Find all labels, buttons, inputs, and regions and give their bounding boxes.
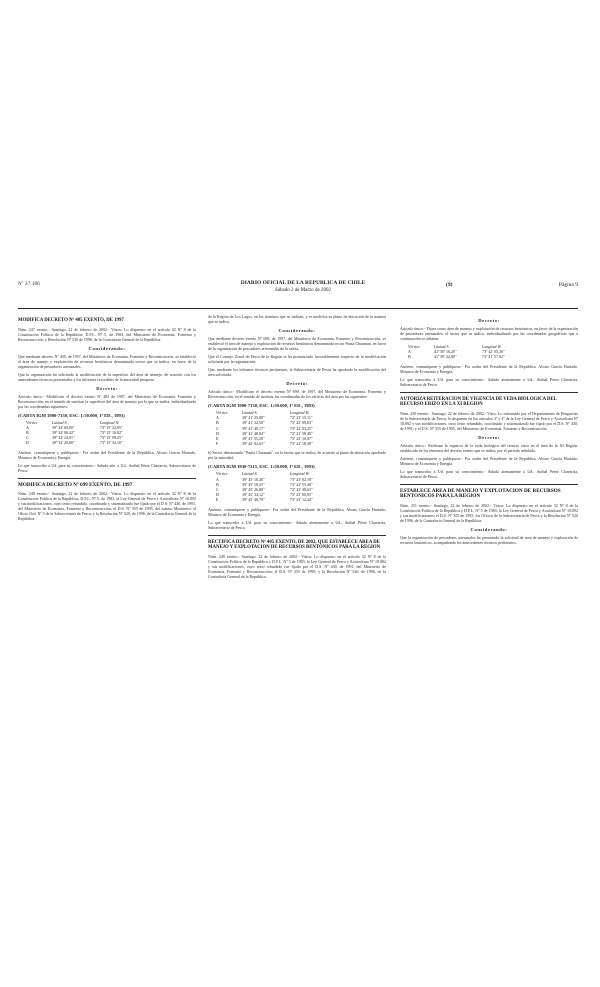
header-cell: Vértice xyxy=(26,419,38,425)
table-cell: 73º 22' 18,30" xyxy=(290,441,313,447)
table-cell: 39º 45' 10,40" xyxy=(242,476,265,482)
header-cell: Longitud W. xyxy=(100,419,120,425)
table-cell: B xyxy=(408,354,411,360)
table-cell: C xyxy=(216,425,219,431)
paragraph: Núm. 247 exento.- Santiago, 22 de febrero de 2002.- Vistos: Lo dispuesto en el artículo 32 Nº 8 de la Constitución Política de la República; D.F.L. Nº 5, de 1983, del Ministerio de Economía, Fomento y Reconstrucción; y Resolución Nº 520 de 1996, de la Contraloría General de la República. xyxy=(18,326,196,342)
paragraph: Artículo único.- Modifícase el decreto exento Nº 699, de 1997, del Ministerio de Economía, Fomento y Reconstrucción, en el sentido de sustituir las coordenadas de los vértices del área por las siguientes: xyxy=(208,389,386,399)
table-cell: A xyxy=(408,349,411,355)
table-cell: B xyxy=(26,430,29,435)
paragraph: Que el Consejo Zonal de Pesca de la Región se ha pronunciado favorablemente respecto de la modificación solicitada por la organización. xyxy=(208,354,386,364)
paragraph: Lo que transcribo a Ud. para su conocimiento.- Saluda atentamente a Ud., Aníbal Pérez Chavarría, Subsecretario de Pesca. xyxy=(400,468,578,479)
table-cell: 41º 50' 22,80" xyxy=(434,354,457,360)
table-cell: 73º 42' 05,30" xyxy=(482,349,505,355)
column-left xyxy=(18,314,196,734)
table-cell: 73º 22' 55,40" xyxy=(290,481,313,487)
paragraph: Que la organización ha solicitado la modificación de la superficie del área de manejo, de acuerdo con los antecedentes técnicos presentados y los informes favorables de la autoridad pesquera. xyxy=(18,371,196,382)
decree-title: AUTORIZA REITERACION DE VIGENCIA DE VEDA BIOLOGICA DEL RECURSO ERIZO EN LA XI REGION xyxy=(400,396,557,408)
paragraph: Artículo único.- Fíjase como área de manejo y explotación de recursos bentónicos, en favor de la organización de pescadores artesanales, el sector que se indica, individualizado por las coordenadas geográficas que a continuación se señalan: xyxy=(400,326,578,341)
table-cell: 39º 41' 55,20" xyxy=(242,436,265,442)
decree-title: RECTIFICA DECRETO Nº 405 EXENTO, DE 2002, QUE ESTABLECE AREA DE MANEJO Y EXPLOTACION DE RECURSOS BENTONICOS PARA LA REGION xyxy=(208,539,381,551)
table-cell: 73º 23' 00,95" xyxy=(290,492,313,498)
paragraph: Artículo único.- Modifícase el decreto exento Nº 405 de 1997, del Ministerio de Economía, Fomento y Reconstrucción, en el sentido de sustituir la superficie del área de manejo por la que se indica, individualizada por las coordenadas siguientes: xyxy=(18,393,196,409)
table-cell: B xyxy=(216,481,219,487)
table-cell: E xyxy=(216,436,219,442)
table-cell: 73º 21' 58,40" xyxy=(290,430,313,436)
page-header xyxy=(18,278,578,309)
table-row xyxy=(26,440,196,445)
table-cell: 73º 22' 48,63" xyxy=(290,487,313,493)
table-cell: 73º 41' 57,02" xyxy=(482,354,505,360)
table-cell: B xyxy=(216,420,219,426)
table-cell: 39º 45' 18,25" xyxy=(242,481,265,487)
table-cell: C xyxy=(216,487,219,493)
paragraph: b) Sector denominado "Punta Chauman", en la forma que se indica, de acuerdo al plano de ubicación aprobado por la autoridad. xyxy=(208,450,386,461)
table-row xyxy=(216,441,386,446)
table-cell: 39º 42' 02,61" xyxy=(242,441,265,447)
table-cell: 39º 34' 08,42" xyxy=(52,430,75,435)
header-cell: Vértice xyxy=(216,410,228,415)
decree-title: MODIFICA DECRETO Nº 699 EXENTO, DE 1997 xyxy=(18,481,133,488)
table-cell: 39º 45' 26,80" xyxy=(242,487,265,493)
table-cell: 73º 23' 12,44" xyxy=(290,497,313,503)
divider xyxy=(208,535,386,536)
paragraph: Que mediante decreto exento Nº 699, de 1997, del Ministerio de Economía, Fomento y Reconstrucción, se estableció el área de manejo y explotación de recursos bentónicos denominada sector Punta Chauman, en favor de la organización de pescadores artesanales de la caleta. xyxy=(208,336,386,351)
gazette-page xyxy=(18,278,578,733)
paragraph: Anótese, comuníquese y publíquese.- Por orden del Presidente de la República, Alvaro García Hurtado, Ministro de Economía y Energía. xyxy=(208,506,386,517)
table-cell: 73º 22' 10,07" xyxy=(290,436,313,442)
table-cell: 73º 23' 02,18" xyxy=(290,476,313,482)
coordinates-table xyxy=(216,471,386,502)
table-cell: D xyxy=(216,430,219,436)
text-columns xyxy=(18,314,578,734)
paragraph: Núm. 249 exento.- Santiago, 22 de febrero de 2002.- Vistos: Lo dispuesto en el artículo 32 Nº 8 de la Constitución Política de la República y D.F.L. Nº 5 de 1983; la Ley General de Pesca y Acuicultura Nº 18.892 y sus modificaciones, cuyo texto refundido fue fijado por el D.S. Nº 430, de 1991, del Ministerio de Economía, Fomento y Reconstrucción; el D.S. Nº 355 de 1995; y la Resolución Nº 520, de 1996, de la Contraloría General de la República. xyxy=(208,553,386,579)
table-cell: E xyxy=(216,497,219,503)
paragraph: Núm. 251 exento.- Santiago, 22 de febrero de 2002.- Vistos: Lo dispuesto en el artículo 32 Nº 8 de la Constitución Política de la República y D.F.L. Nº 5 de 1983; la Ley General de Pesca y Acuicultura Nº 18.892 y sus modificaciones; el D.S. Nº 355 de 1995; los Oficios de la Subsecretaría de Pesca y la Resolución Nº 520 de 1996, de la Contraloría General de la República. xyxy=(400,502,578,523)
paragraph: Lo que transcribo a Ud. para su conocimiento.- Saluda atte. a Ud., Aníbal Pérez Chavarría, Subsecretario de Pesca. xyxy=(18,462,196,473)
header-cell: Latitud S. xyxy=(242,410,258,415)
header-cell: Longitud W. xyxy=(290,410,310,415)
section-heading: Decreto: xyxy=(478,434,500,440)
paragraph: Núm. 248 exento.- Santiago, 22 de febrero de 2002.- Vistos: Lo dispuesto en el artículo 32 Nº 8 de la Constitución Política de la República; D.F.L. Nº 5, de 1983, la Ley General de Pesca y Acuicultura Nº 18.892 y sus modificaciones, cuyo texto refundido, coordinado y sistematizado fue fijado por el D.S. Nº 430, de 1991, del Ministerio de Economía, Fomento y Reconstrucción; el D.S. Nº 355 de 1995, del mismo Ministerio; el Oficio Ord. Nº 3 de la Subsecretaría de Pesca; y la Resolución Nº 520, de 1996, de la Contraloría General de la República. xyxy=(18,491,196,522)
header-cell: Latitud S. xyxy=(434,344,450,349)
section-heading: Considerando: xyxy=(470,526,508,532)
paragraph: Que, mediante los informes técnicos pertinentes, la Subsecretaría de Pesca ha aprobado la modificación del área solicitada. xyxy=(208,367,386,377)
coordinates-table xyxy=(408,344,578,360)
paragraph: Que la organización de pescadores artesanales ha presentado la solicitud de área de manejo y explotación de recursos bentónicos, acompañando los antecedentes técnicos pertinentes. xyxy=(400,534,578,545)
section-heading: Considerando: xyxy=(278,328,316,333)
table-row xyxy=(216,497,386,502)
table-cell: 39º 41' 48,84" xyxy=(242,430,265,436)
table-cell: A xyxy=(216,415,219,421)
table-cell: 73º 15' 09,25" xyxy=(100,435,123,441)
header-cell: Longitud W. xyxy=(290,471,310,477)
paragraph: Artículo único.- Reitérase la vigencia de la veda biológica del recurso erizo en el área de la XI Región, establecida en los términos del decreto exento que se indica, por el período señalado. xyxy=(400,442,578,453)
section-heading: Considerando: xyxy=(88,345,126,351)
issue-number: Nº 37.186 xyxy=(18,282,40,287)
table-cell: 39º 34' 00,00" xyxy=(52,424,75,430)
map-reference: (CARTA IGM 3900-7130, ESC. 1:50.000, 1ª ED., 1993) xyxy=(208,403,315,408)
gazette-title: DIARIO OFICIAL DE LA REPUBLICA DE CHILE xyxy=(240,280,366,286)
page-code: (9) xyxy=(446,282,453,288)
paragraph: Que mediante decreto Nº 405, de 1997, del Ministerio de Economía, Fomento y Reconstrucción, se estableció el área de manejo y explotación de recursos bentónicos denominada sector que se indica, en favor de la organización de pescadores artesanales. xyxy=(18,353,196,369)
paragraph: Anótese, comuníquese y publíquese.- Por orden del Presidente de la República, Alvaro García Hurtado, Ministro de Economía y Energía. xyxy=(400,455,578,466)
table-cell: 73º 22' 03,25" xyxy=(290,425,313,431)
paragraph: Anótese, comuníquese y publíquese.- Por orden del Presidente de la República, Alvaro García Hurtado, Ministro de Economía y Energía. xyxy=(400,363,578,374)
table-cell: F xyxy=(216,441,219,447)
table-cell: 39º 34' 24,91" xyxy=(52,435,75,441)
table-cell: 39º 45' 40,70" xyxy=(242,497,265,503)
divider xyxy=(400,484,578,485)
paragraph: Núm. 250 exento.- Santiago, 22 de febrero de 2002.- Visto: Lo informado por el Departamento de Pesquerías de la Subsecretaría de Pesca; lo dispuesto en los artículos 3º y 4º de la Ley General de Pesca y Acuicultura Nº 18.892 y sus modificaciones, cuyo texto refundido, coordinado y sistematizado fue fijado por el D.S. Nº 430, de 1991; y el D.S. Nº 355 de 1995, del Ministerio de Economía, Fomento y Reconstrucción. xyxy=(400,410,578,431)
table-cell: D xyxy=(26,440,29,446)
paragraph: de la Región de Los Lagos, en los términos que se indican, y se modifica su plano de ubicación de la manera que se indica. xyxy=(208,314,386,324)
table-cell: 73º 15' 16,82" xyxy=(100,430,123,435)
table-cell: 73º 22' 15,11" xyxy=(290,415,313,421)
page-number: Página 9 xyxy=(558,282,578,288)
section-heading: Decreto: xyxy=(286,381,308,386)
section-heading: Decreto: xyxy=(478,318,500,323)
table-row xyxy=(408,354,578,359)
table-cell: 39º 41' 32,50" xyxy=(242,420,265,426)
table-cell: D xyxy=(216,492,219,498)
decree-title: MODIFICA DECRETO Nº 405 EXENTO, DE 1997 xyxy=(18,318,124,323)
paragraph: Lo que transcribo a Ud. para su conocimiento.- Saluda atentamente a Ud., Aníbal Pérez Chavarría, Subsecretario de Pesca. xyxy=(208,519,386,530)
gazette-masthead xyxy=(168,280,438,294)
column-middle xyxy=(208,314,386,734)
table-cell: 39º 41' 25,80" xyxy=(242,415,265,421)
decree-title: ESTABLECE AREA DE MANEJO Y EXPLOTACION DE RECURSOS BENTONICOS PARA LA REGION xyxy=(400,487,561,500)
table-cell: 73º 22' 09,63" xyxy=(290,420,313,426)
section-heading: Decreto: xyxy=(96,385,118,391)
header-cell: Latitud S. xyxy=(52,419,68,425)
header-cell: Longitud W. xyxy=(482,344,502,349)
coordinates-table xyxy=(216,410,386,446)
column-right xyxy=(400,314,578,734)
table-cell: C xyxy=(26,435,29,441)
table-cell: A xyxy=(26,424,29,430)
table-cell: 39º 34' 29,60" xyxy=(52,440,75,446)
header-cell: Vértice xyxy=(216,471,228,477)
header-cell: Vértice xyxy=(408,344,420,349)
table-cell: 39º 41' 40,17" xyxy=(242,425,265,431)
gazette-date: Sábado 2 de Marzo de 2002 xyxy=(275,288,331,293)
table-cell: 41º 50' 16,20" xyxy=(434,349,457,355)
divider xyxy=(400,392,578,393)
map-reference: (CARTA IGM 3930-7315, ESC. 1:50.000, 1ª ED., 1993) xyxy=(208,464,315,470)
table-cell: 73º 15' 32,10" xyxy=(100,440,123,446)
coordinates-table xyxy=(26,420,196,446)
paragraph: Anótese, comuníquese y publíquese.- Por orden del Presidente de la República, Alvaro García Hurtado, Ministro de Economía y Energía. xyxy=(18,449,196,460)
table-cell: 39º 45' 34,12" xyxy=(242,492,265,498)
table-cell: 73º 15' 22,95" xyxy=(100,424,123,430)
map-reference: (CARTA IGM 3900-7130, ESC. 1:50.000, 1ª ED., 1993) xyxy=(18,412,125,418)
header-cell: Latitud S. xyxy=(242,471,258,477)
divider xyxy=(18,478,196,479)
paragraph: Lo que transcribo a Ud. para su conocimiento.- Saluda atentamente a Ud., Aníbal Pérez Chavarría, Subsecretario de Pesca. xyxy=(400,376,578,387)
table-cell: A xyxy=(216,476,219,482)
